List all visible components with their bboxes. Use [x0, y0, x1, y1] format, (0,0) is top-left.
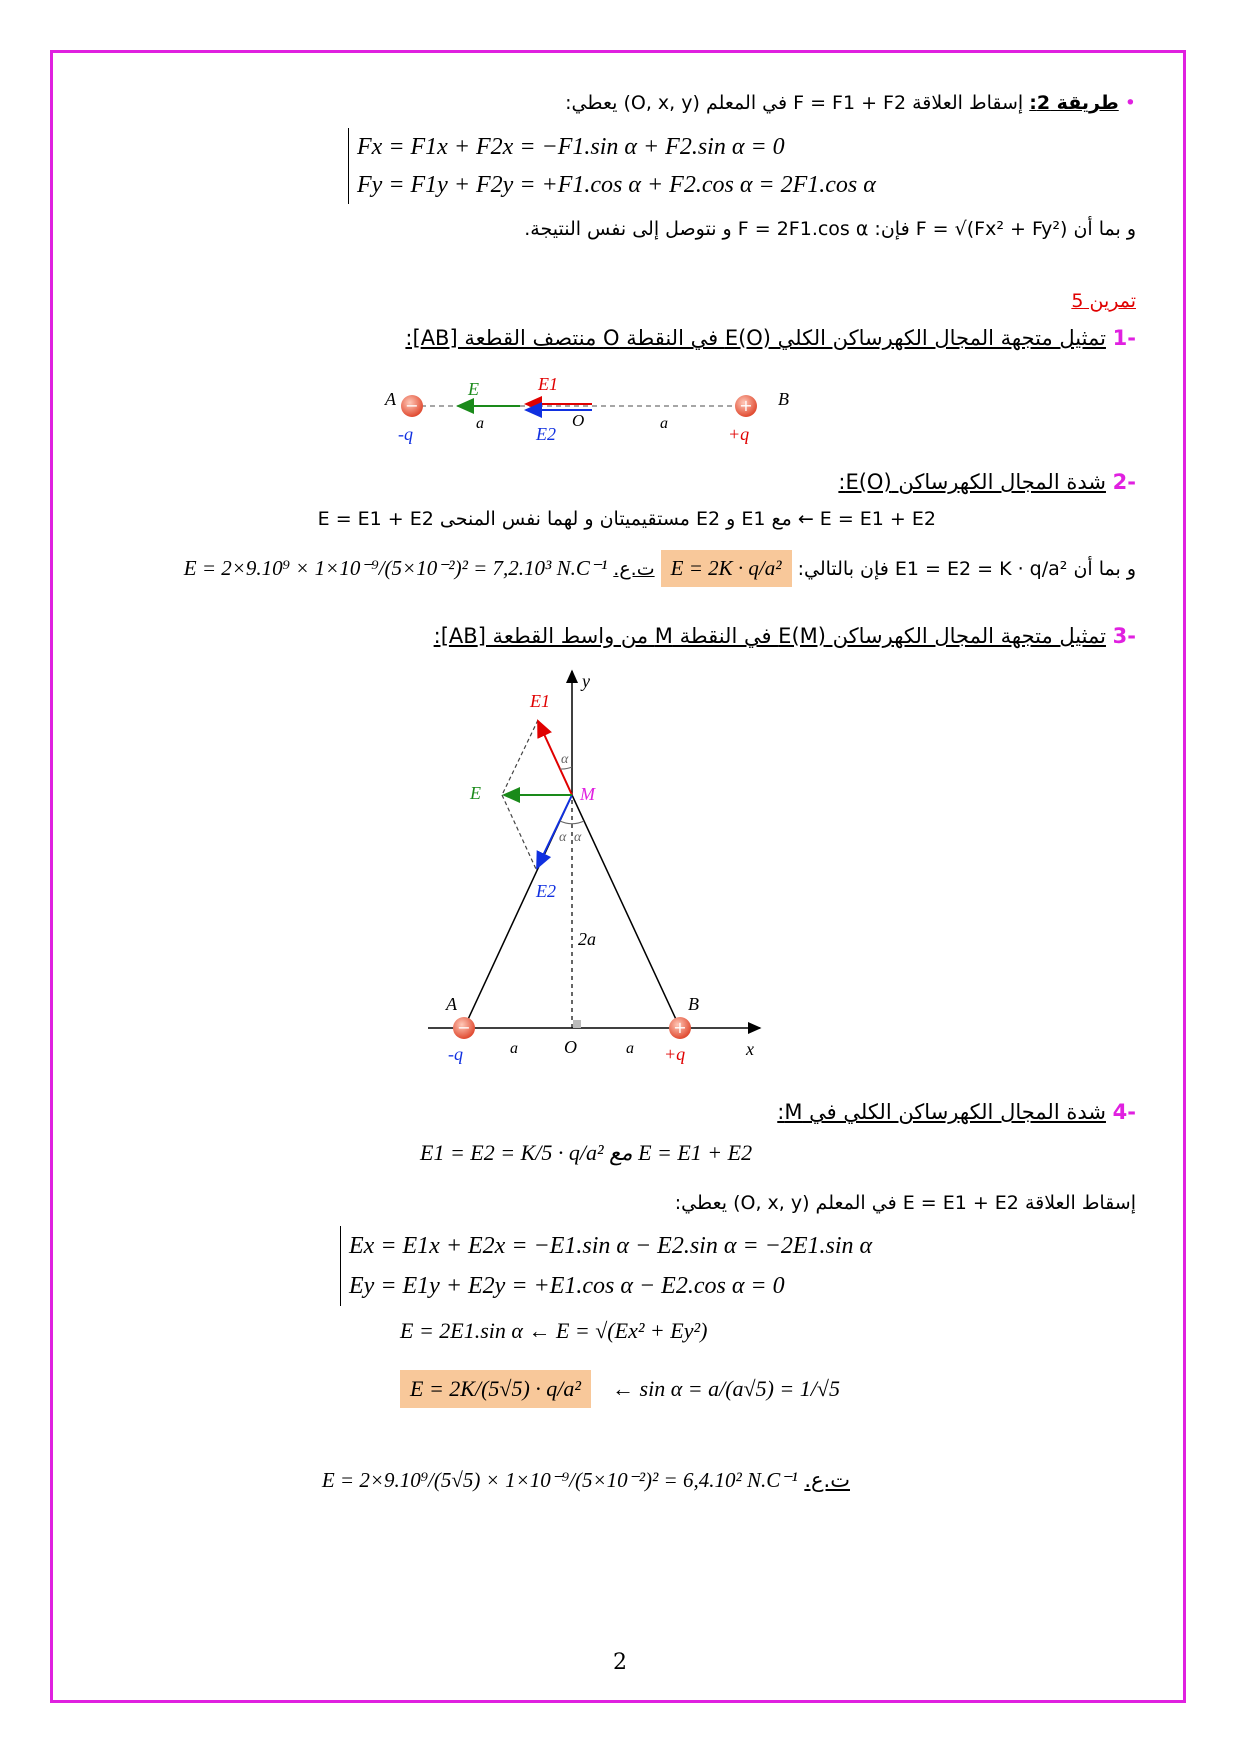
angle-arc-bottom	[560, 821, 584, 824]
label-qA: -q	[448, 1044, 463, 1064]
q4-sin-alpha: ← sin α = a/(a√5) = 1/√5	[612, 1376, 840, 1401]
q1-number: -1	[1112, 326, 1136, 350]
q2-line2-pre: و بما أن E1 = E2 = K · q/a² فإن بالتالي:	[797, 558, 1136, 580]
alpha-left: α	[559, 830, 567, 845]
right-angle-mark	[573, 1020, 581, 1028]
label-E1: E1	[530, 691, 550, 711]
label-2a: 2a	[578, 929, 596, 949]
label-O: O	[572, 411, 585, 430]
label-M: M	[580, 784, 595, 804]
field-system	[340, 1226, 872, 1306]
q2-numeric: E = 2×9.10⁹ × 1×10⁻⁹/(5×10⁻²)² = 7,2.10³ N.C⁻¹	[183, 556, 608, 580]
label-x: x	[746, 1039, 754, 1059]
label-A: A	[446, 994, 457, 1014]
bullet: •	[1124, 92, 1136, 114]
q4-numeric: E = 2×9.10⁹/(5√5) × 1×10⁻⁹/(5×10⁻²)² = 6,4.10² N.C⁻¹	[321, 1468, 798, 1492]
label-qB: +q	[728, 424, 750, 444]
ey-equation: Ey = E1y + E2y = +E1.cos α − E2.cos α = 0	[349, 1273, 785, 1299]
question-1	[405, 326, 1136, 350]
q2-text: شدة المجال الكهرساكن E(O):	[838, 470, 1106, 494]
method2-heading	[565, 92, 1136, 114]
q4-numeric-line	[322, 1468, 850, 1493]
q2-number: -2	[1112, 470, 1136, 494]
method2-label: طريقة 2:	[1029, 92, 1119, 114]
label-E: E	[468, 379, 479, 399]
label-a1: a	[510, 1040, 518, 1057]
question-3	[434, 624, 1136, 648]
question-4	[777, 1100, 1136, 1124]
page-number: 2	[613, 1650, 627, 1675]
alpha-top: α	[561, 752, 569, 767]
exercise-title: تمرين 5	[1071, 290, 1136, 312]
label-E1: E1	[538, 374, 558, 394]
label-y: y	[582, 671, 590, 691]
q4-line2: إسقاط العلاقة E = E1 + E2 في المعلم (O, x, y) يعطي:	[674, 1192, 1136, 1214]
label-B: B	[778, 389, 789, 409]
figure-field-at-M	[420, 665, 780, 1065]
fx-equation: Fx = F1x + F2x = −F1.sin α + F2.sin α = 0	[357, 134, 785, 160]
q4-line1: E1 = E2 = K/5 · q/a² مع E = E1 + E2	[420, 1140, 753, 1165]
q2-te: ت.ع.	[613, 558, 655, 580]
q2-boxed-result: E = 2K · q/a²	[661, 550, 792, 587]
q2-line2	[184, 550, 1136, 587]
method2-text: إسقاط العلاقة F = F1 + F2 في المعلم (O, x, y) يعطي:	[565, 92, 1024, 114]
figure-field-at-O	[360, 360, 800, 450]
plus-sign: +	[739, 396, 753, 415]
minus-sign: −	[405, 396, 419, 415]
q1-text: تمثيل متجهة المجال الكهرساكن الكلي E(O) في النقطة O منتصف القطعة [AB]:	[405, 326, 1106, 350]
q2-line1: E = E1 + E2 ← مع E1 و E2 مستقيميتان و لهما نفس المنحى E = E1 + E2	[317, 508, 936, 530]
label-E2: E2	[536, 424, 556, 444]
question-2	[838, 470, 1136, 494]
q3-text: تمثيل متجهة المجال الكهرساكن E(M) في النقطة M من واسط القطعة [AB]:	[433, 624, 1106, 648]
q3-number: -3	[1112, 624, 1136, 648]
label-B: B	[688, 994, 699, 1014]
label-a-right: a	[660, 415, 668, 432]
q4-te: ت.ع.	[804, 1468, 850, 1492]
label-qA: -q	[398, 424, 413, 444]
q4-boxed-result: E = 2K/(5√5) · q/a²	[400, 1370, 591, 1408]
label-O: O	[564, 1037, 577, 1057]
ex-equation: Ex = E1x + E2x = −E1.sin α − E2.sin α = −2E1.sin α	[349, 1233, 873, 1259]
label-E2: E2	[536, 881, 556, 901]
force-system	[348, 128, 876, 204]
dash-2	[502, 795, 536, 869]
alpha-right: α	[574, 830, 582, 845]
label-A: A	[385, 389, 396, 409]
side-BM	[572, 795, 680, 1028]
fy-equation: Fy = F1y + F2y = +F1.cos α + F2.cos α = 2F1.cos α	[357, 172, 876, 198]
q4-text: شدة المجال الكهرساكن الكلي في M:	[777, 1100, 1106, 1124]
q4-line3: E = 2E1.sin α ← E = √(Ex² + Ey²)	[400, 1318, 708, 1343]
plus-sign: +	[673, 1018, 687, 1037]
dash-1	[502, 720, 538, 795]
angle-arc-top	[560, 767, 572, 769]
label-qB: +q	[664, 1044, 686, 1064]
label-a-left: a	[476, 415, 484, 432]
method2-conclusion: و بما أن F = √(Fx² + Fy²) فإن: F = 2F1.cos α و نتوصل إلى نفس النتيجة.	[524, 218, 1136, 240]
q4-line4	[400, 1370, 840, 1408]
label-a2: a	[626, 1040, 634, 1057]
label-E: E	[470, 783, 481, 803]
minus-sign: −	[457, 1018, 471, 1037]
q4-number: -4	[1112, 1100, 1136, 1124]
vector-E2	[537, 795, 572, 868]
